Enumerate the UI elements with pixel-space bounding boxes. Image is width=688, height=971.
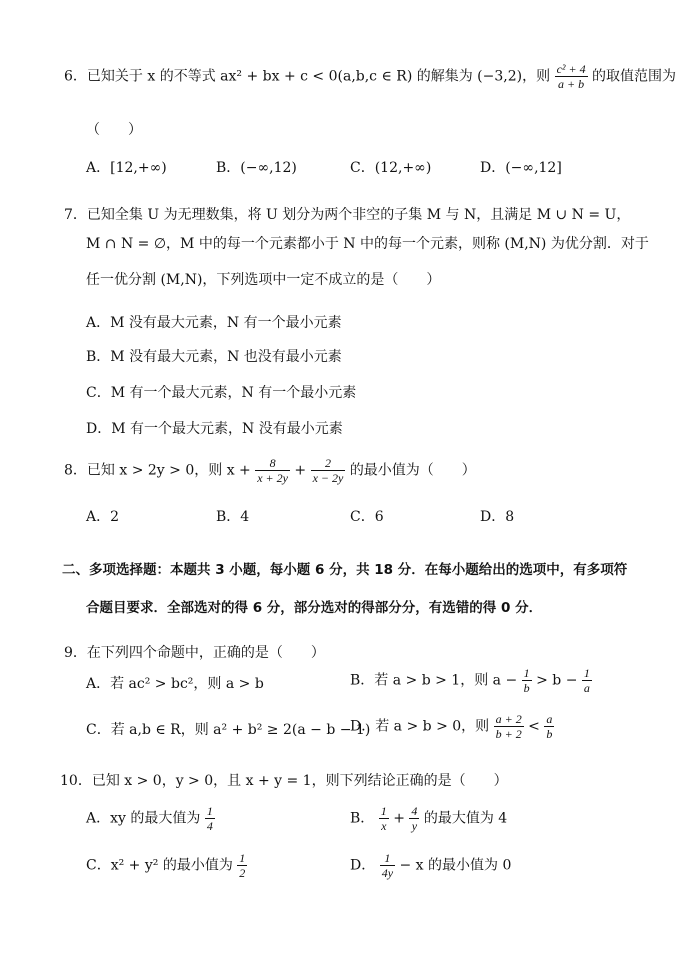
- q8-f2-den: x − 2y: [312, 471, 344, 485]
- q6-option-b[interactable]: B．(−∞,12): [216, 160, 297, 176]
- q7-line-1: 7．已知全集 U 为无理数集，将 U 划分为两个非空的子集 M 与 N，且满足 M ∪ N = U，: [64, 207, 631, 223]
- q6-frac-den: a + b: [558, 77, 585, 91]
- q9-d-f1-den: b + 2: [495, 727, 522, 741]
- q8-option-b[interactable]: B．4: [216, 509, 250, 525]
- q9-b-f2-den: a: [583, 681, 590, 695]
- q10-a-num: 1: [206, 804, 213, 818]
- q10-d-pre: D．: [350, 857, 376, 874]
- q8-stem-line: [64, 456, 476, 485]
- q9-b-fraction-1: [522, 666, 532, 695]
- q6-stem-line: [64, 62, 676, 91]
- q8-fraction-1: [255, 456, 290, 485]
- q10-option-c[interactable]: [86, 851, 247, 880]
- q8-pre: 8．已知 x > 2y > 0，则 x +: [64, 462, 251, 479]
- q9-d-f2-den: b: [546, 727, 553, 741]
- section2-line-2: 合题目要求．全部选对的得 6 分，部分选对的得部分分，有选错的得 0 分．: [86, 600, 543, 616]
- q10-c-pre: C．x² + y² 的最小值为: [86, 857, 233, 874]
- q6-stem: 6．已知关于 x 的不等式 ax² + bx + c < 0(a,b,c ∈ R) 的解集为 (−3,2)，则: [64, 68, 551, 85]
- q6-paren: （ ）: [86, 122, 142, 138]
- q10-d-num: 1: [380, 851, 395, 866]
- q6-frac-num: c² + 4: [556, 62, 586, 76]
- q6-tail: 的取值范围为: [592, 68, 677, 85]
- q9-b-f1-den: b: [523, 681, 530, 695]
- q10-stem: 10．已知 x > 0，y > 0，且 x + y = 1，则下列结论正确的是（ ）: [60, 773, 508, 789]
- q10-b-pre: B．: [350, 810, 375, 827]
- q9-d-f1-num: a + 2: [495, 712, 522, 726]
- q9-b-pre: B．若 a > b > 1，则 a −: [350, 672, 518, 689]
- q10-d-den: 4y: [381, 866, 394, 880]
- q9-option-a[interactable]: A．若 ac² > bc²，则 a > b: [86, 676, 264, 692]
- q10-d-tail: − x 的最小值为 0: [399, 857, 512, 874]
- q6-option-c[interactable]: C．(12,+∞): [350, 160, 432, 176]
- q9-b-f2-num: 1: [583, 666, 590, 680]
- q10-c-fraction: [237, 851, 247, 880]
- q6-fraction: [555, 62, 588, 91]
- q7-option-b[interactable]: B．M 没有最大元素，N 也没有最小元素: [86, 349, 342, 365]
- q10-b-plus: +: [393, 810, 405, 827]
- q9-b-f1-num: 1: [523, 666, 530, 680]
- q8-option-c[interactable]: C．6: [350, 509, 384, 525]
- q9-stem: 9．在下列四个命题中，正确的是（ ）: [64, 645, 325, 661]
- q9-option-b[interactable]: [350, 666, 592, 695]
- section2-line-1: 二、多项选择题：本题共 3 小题，每小题 6 分，共 18 分．在每小题给出的选项中，有多项符: [62, 562, 628, 578]
- q9-option-c[interactable]: C．若 a,b ∈ R，则 a² + b² ≥ 2(a − b − 1): [86, 722, 371, 738]
- q10-option-b[interactable]: [350, 804, 507, 833]
- q7-line-2: M ∩ N = ∅，M 中的每一个元素都小于 N 中的每一个元素，则称 (M,N) 为优分割．对于: [86, 236, 649, 252]
- q7-option-a[interactable]: A．M 没有最大元素，N 有一个最小元素: [86, 315, 342, 331]
- q8-f1-num: 8: [255, 456, 290, 471]
- q8-plus: +: [294, 462, 307, 479]
- q8-option-a[interactable]: A．2: [86, 509, 120, 525]
- q7-line-3: 任一优分割 (M,N)，下列选项中一定不成立的是（ ）: [86, 272, 441, 288]
- q9-b-fraction-2: [582, 666, 592, 695]
- q9-d-mid: <: [528, 718, 540, 735]
- q10-a-den: 4: [206, 819, 213, 833]
- q10-b-tail: 的最大值为 4: [423, 810, 508, 827]
- q10-b-f1-den: x: [381, 819, 387, 833]
- q10-c-num: 1: [239, 851, 246, 865]
- q10-d-fraction: [380, 851, 395, 880]
- q8-f2-num: 2: [311, 456, 346, 471]
- q9-b-mid: > b −: [536, 672, 578, 689]
- q9-d-fraction-1: [494, 712, 524, 741]
- q10-b-fraction-1: [379, 804, 389, 833]
- q10-option-a[interactable]: [86, 804, 215, 833]
- q8-f1-den: x + 2y: [257, 471, 288, 485]
- q10-a-fraction: [205, 804, 215, 833]
- q10-b-fraction-2: [409, 804, 419, 833]
- q6-option-d[interactable]: D．(−∞,12]: [480, 160, 562, 176]
- q9-d-f2-num: a: [546, 712, 553, 726]
- q10-option-d[interactable]: [350, 851, 511, 880]
- q8-option-d[interactable]: D．8: [480, 509, 515, 525]
- q8-tail: 的最小值为（ ）: [349, 462, 476, 479]
- q10-b-f2-den: y: [411, 819, 418, 833]
- q10-c-den: 2: [239, 866, 246, 880]
- q9-d-pre: D．若 a > b > 0，则: [350, 718, 490, 735]
- q7-option-c[interactable]: C．M 有一个最大元素，N 有一个最小元素: [86, 385, 357, 401]
- q7-option-d[interactable]: D．M 有一个最大元素，N 没有最小元素: [86, 421, 343, 437]
- q10-b-f1-num: 1: [380, 804, 387, 818]
- q9-option-d[interactable]: [350, 712, 554, 741]
- q10-a-pre: A．xy 的最大值为: [86, 810, 201, 827]
- q8-fraction-2: [311, 456, 346, 485]
- q6-option-a[interactable]: A．[12,+∞): [86, 160, 167, 176]
- q10-b-f2-num: 4: [411, 804, 418, 818]
- q9-d-fraction-2: [544, 712, 554, 741]
